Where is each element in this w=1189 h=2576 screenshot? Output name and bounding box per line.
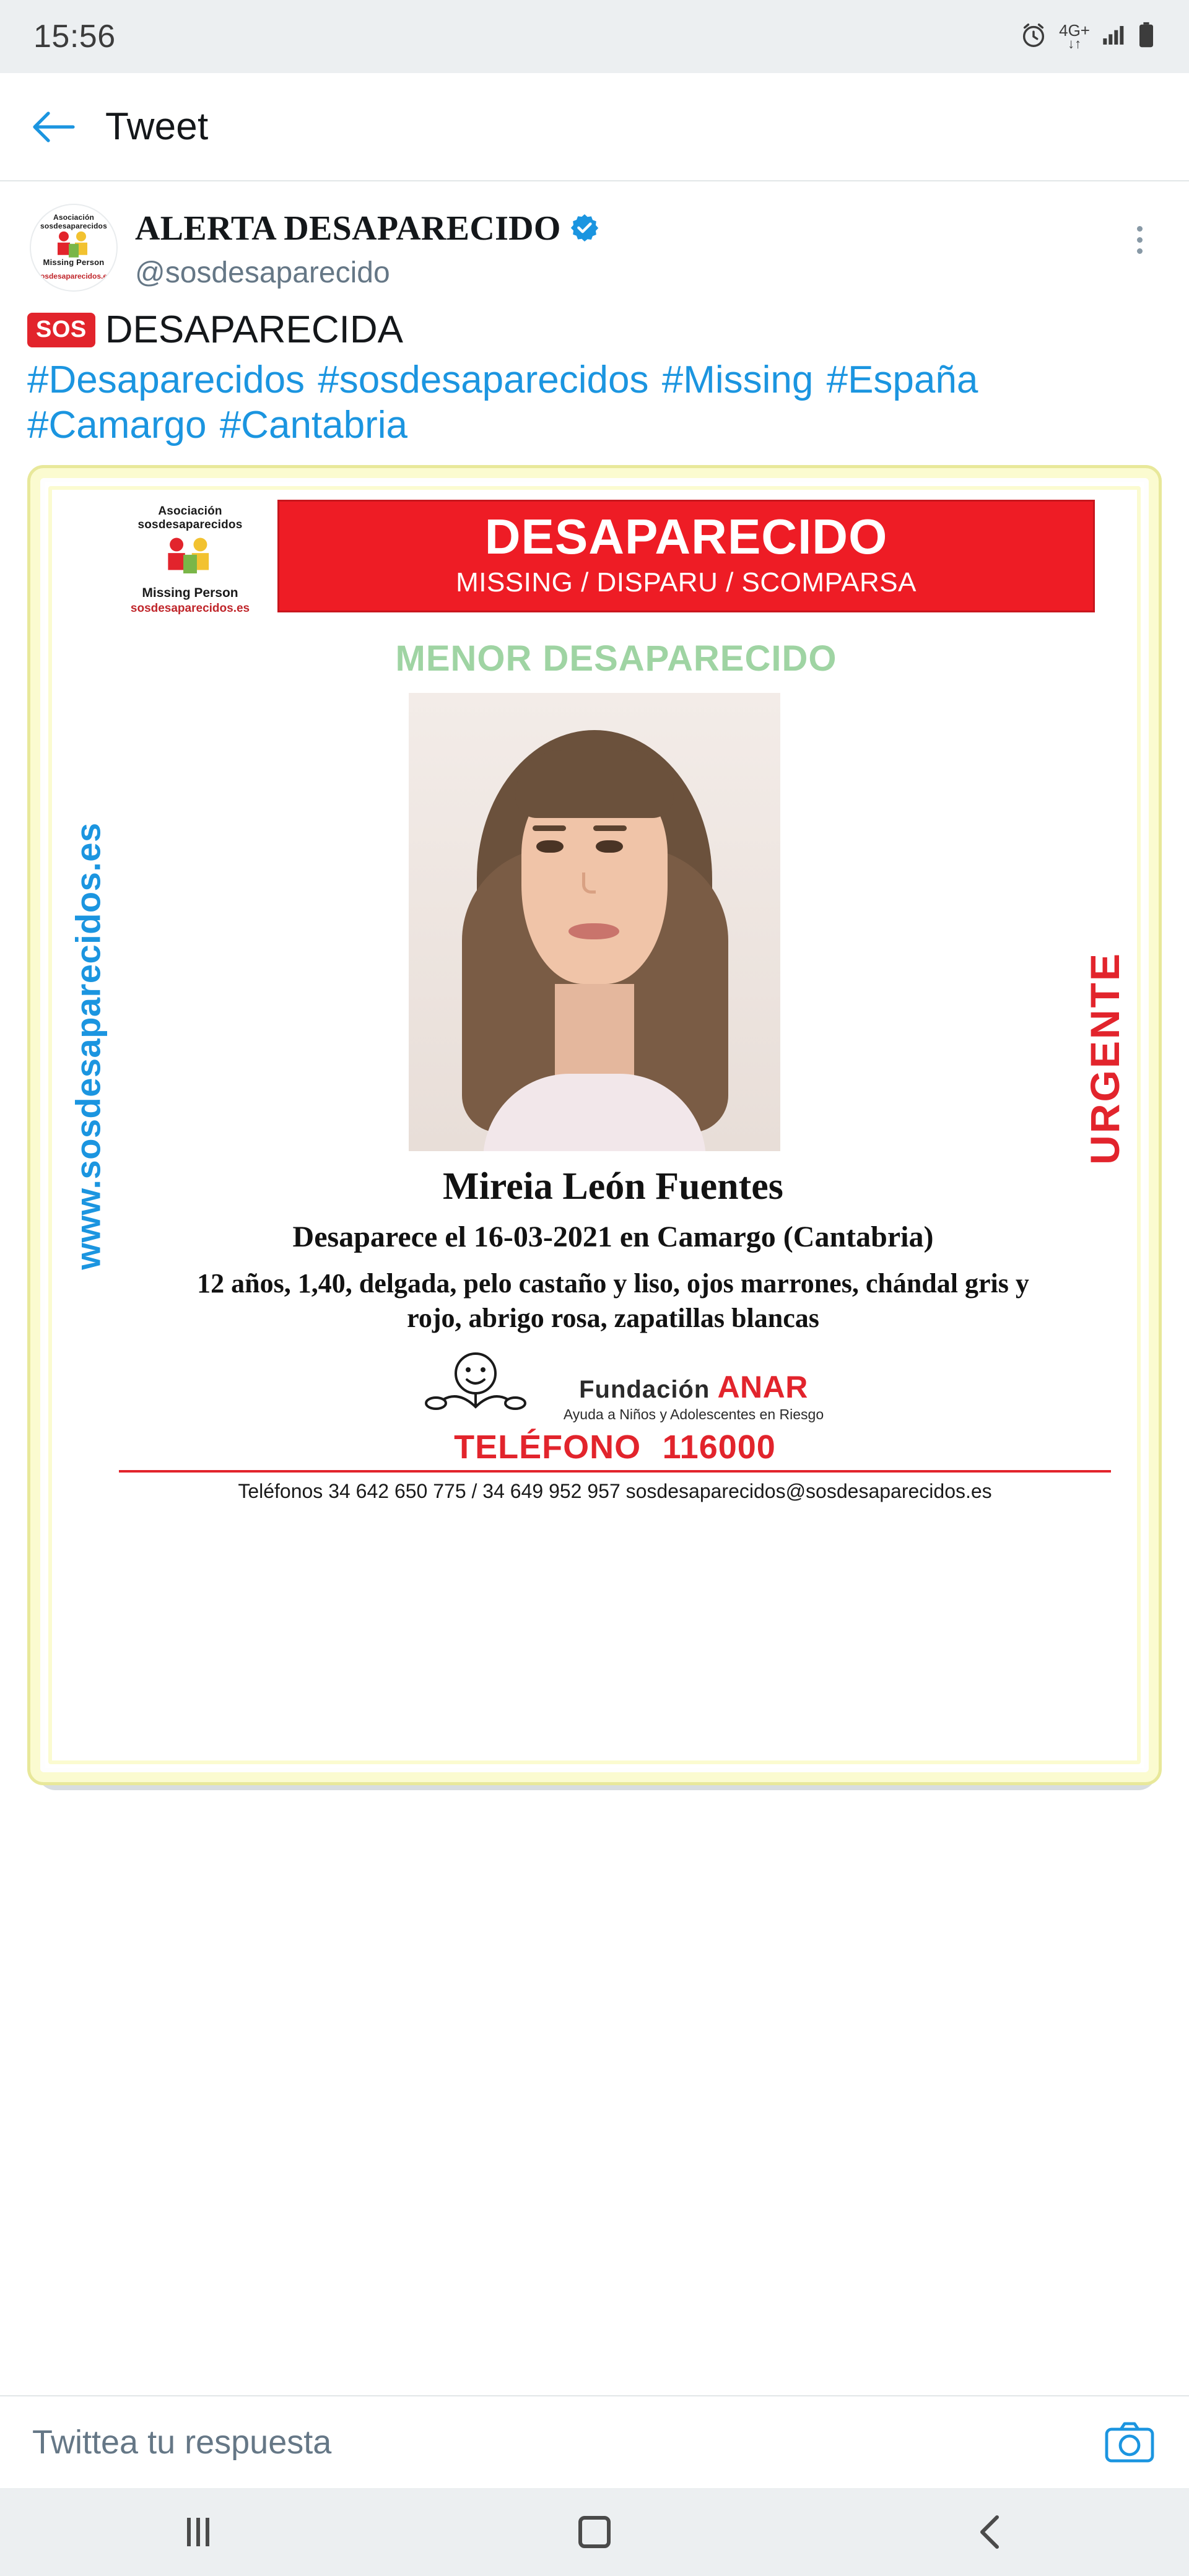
back-arrow-icon[interactable] [30, 103, 77, 150]
poster-banner-main: DESAPARECIDO [484, 509, 888, 565]
stick-figure-icon [406, 1351, 549, 1425]
poster-header [45, 489, 1144, 616]
avatar-ring-bottom-text: Missing Person [43, 258, 105, 267]
tweet-author-row [0, 181, 1189, 292]
page-title: Tweet [105, 105, 209, 148]
poster-divider [119, 1470, 1111, 1473]
more-options-icon[interactable] [1120, 215, 1159, 264]
missing-person-photo [409, 693, 780, 1151]
tweet-headline: DESAPARECIDA [105, 308, 403, 351]
status-time: 15:56 [33, 19, 116, 54]
app-bar [0, 73, 1189, 181]
nav-back-icon[interactable] [954, 2501, 1028, 2563]
author-handle[interactable]: @sosdesaparecido [135, 256, 390, 289]
tweet-headline-row [27, 308, 1162, 352]
poster-banner-sub: MISSING / DISPARU / SCOMPARSA [456, 567, 917, 598]
foundation-name: ANAR [717, 1369, 808, 1404]
network-type-label: 4G+ [1059, 21, 1090, 40]
status-icons [1019, 21, 1156, 53]
reply-input[interactable]: Twittea tu respuesta [32, 2424, 332, 2461]
network-type-indicator [1059, 22, 1090, 51]
avatar-url-text: sosdesaparecidos.es [36, 272, 111, 281]
foundation-title [564, 1369, 824, 1405]
poster-side-url-text: www.sosdesaparecidos.es [68, 822, 108, 1270]
foundation-subtitle: Ayuda a Niños y Adolescentes en Riesgo [563, 1406, 824, 1422]
avatar-ring-top-text: Asociación sosdesaparecidos [40, 213, 107, 230]
poster-side-urgente-text: URGENTE [1082, 952, 1128, 1165]
poster-logo-icon [156, 534, 224, 580]
system-navigation-bar [0, 2488, 1189, 2576]
status-bar [0, 0, 1189, 73]
camera-icon[interactable] [1102, 2419, 1157, 2466]
tweet-media[interactable] [0, 448, 1189, 1785]
display-name-row [135, 209, 1102, 248]
foundation-prefix: Fundación [579, 1375, 710, 1403]
verified-badge-icon [570, 212, 599, 245]
poster-logo-arc-text: Asociación sosdesaparecidos [137, 505, 243, 532]
missing-person-poster[interactable] [27, 465, 1162, 1785]
phone-row [113, 1428, 1117, 1466]
disappearance-date-line: Desaparece el 16-03-2021 en Camargo (Cantabria) [292, 1221, 934, 1254]
avatar[interactable] [30, 204, 118, 292]
poster-logo-sub-text: Missing Person [142, 586, 238, 601]
reply-bar[interactable] [0, 2395, 1189, 2488]
home-icon[interactable] [557, 2501, 632, 2563]
sos-badge: SOS [27, 313, 95, 347]
tweet-text [0, 292, 1189, 448]
recents-icon[interactable] [161, 2501, 235, 2563]
phone-number: 116000 [662, 1428, 776, 1466]
poster-red-banner [277, 500, 1095, 612]
signal-bars-icon [1101, 23, 1126, 51]
contact-details: Teléfonos 34 642 650 775 / 34 649 952 957 sosdesaparecidos@sosdesaparecidos.es [238, 1479, 992, 1502]
foundation-block [564, 1369, 824, 1425]
phone-label: TELÉFONO [454, 1428, 642, 1466]
poster-minor-label: MENOR DESAPARECIDO [395, 638, 837, 679]
poster-logo-url-text: sosdesaparecidos.es [130, 602, 250, 616]
poster-footer [45, 1351, 1144, 1509]
data-transfer-arrows-icon: ↓↑ [1068, 36, 1082, 51]
tweet-hashtags[interactable]: #Desaparecidos #sosdesaparecidos #Missing #España #Camargo #Cantabria [27, 359, 978, 446]
poster-logo [119, 500, 261, 616]
poster-side-urgente [1076, 804, 1133, 1312]
author-name-block [135, 204, 1102, 290]
physical-description: 12 años, 1,40, delgada, pelo castaño y liso, ojos marrones, chándal gris y rojo, abrigo rosa, zapatillas blancas [197, 1268, 1029, 1334]
foundation-row [113, 1351, 1117, 1425]
battery-icon [1137, 22, 1156, 52]
poster-inner [40, 478, 1149, 1772]
missing-person-name: Mireia León Fuentes [443, 1165, 783, 1208]
alarm-clock-icon [1019, 21, 1048, 53]
author-display-name[interactable]: ALERTA DESAPARECIDO [135, 209, 561, 248]
